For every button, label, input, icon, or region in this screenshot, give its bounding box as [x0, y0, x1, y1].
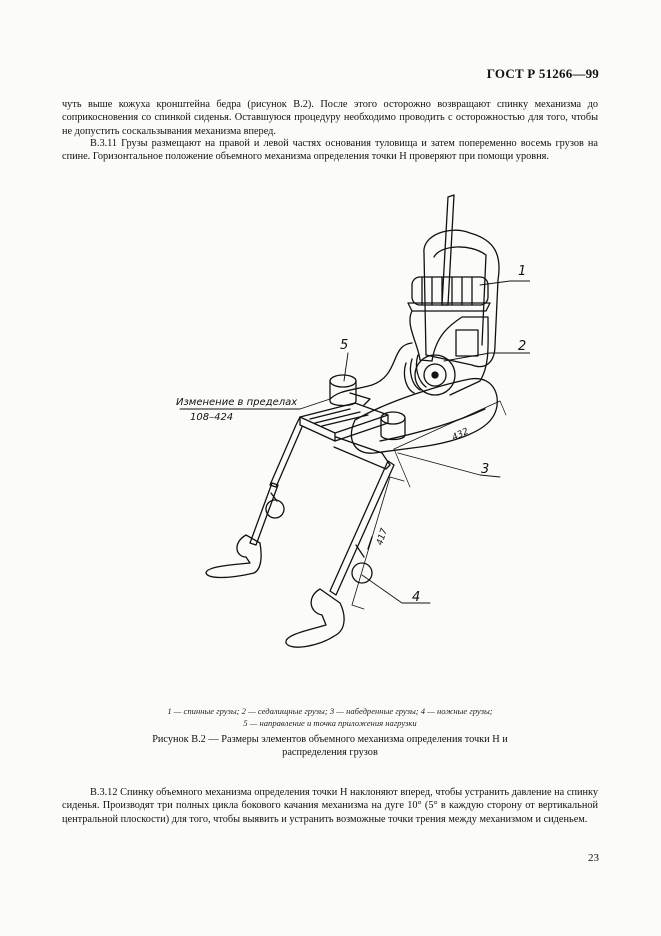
- paragraph-b-3-11: В.3.11 Грузы размещают на правой и левой частях основания туловища и затем попеременно восемь грузов на спине. Горизонтальное положение объемного механизма определения точки H проверяют при помощи уровня.: [62, 138, 598, 163]
- foot-left: [206, 535, 261, 578]
- figure-legend-line1: 1 — спинные грузы; 2 — седалищные грузы; 3 — набедренные грузы; 4 — ножные грузы;: [167, 706, 493, 716]
- lower-leg-left: [250, 483, 278, 545]
- foot-right: [286, 589, 344, 647]
- dimension-417-label: 417: [375, 527, 391, 547]
- figure-caption-line1: Рисунок В.2 — Размеры элементов объемного механизма определения точки H и: [152, 734, 508, 745]
- figure-caption-line2: распределения грузов: [282, 747, 378, 758]
- paragraph-b-3-12: В.3.12 Спинку объемного механизма определения точки H наклоняют вперед, чтобы устранить давление на спинку сиденья. Производят три полных цикла бокового качания механизма на дуге 10° (5° в каждую сторону от вертикальной центральной плоскости) для того, чтобы выявить и устранить возможные точки трения между механизмом и сиденьем.: [62, 787, 598, 825]
- thigh-bar-left: [270, 417, 302, 487]
- page-number: 23: [588, 852, 599, 864]
- thigh-bar-right: [334, 437, 390, 469]
- paragraph-continuation: чуть выше кожуха кронштейна бедра (рисунок В.2). После этого осторожно возвращают спинку механизма до соприкосновения со спинкой сиденья. Оставшуюся процедуру необходимо проводить с осторожностью для того, чтобы не допустить соскальзывания механизма вперед.: [62, 99, 598, 137]
- dimension-432-label: 432: [450, 426, 471, 444]
- seat-pan: [351, 379, 497, 454]
- standard-header: ГОСТ Р 51266—99: [486, 66, 599, 81]
- annotation-range-values: 108–424: [190, 412, 234, 423]
- label-5: 5: [340, 338, 349, 353]
- h-point-machine-figure: [150, 185, 530, 685]
- leg-weight-right: [352, 537, 372, 583]
- leg-weight-left: [266, 493, 284, 518]
- thigh-plate: [300, 393, 388, 441]
- label-4: 4: [412, 590, 421, 605]
- label-1: 1: [518, 264, 527, 279]
- annotation-range: Изменение в пределах: [176, 397, 298, 408]
- label-2: 2: [518, 339, 527, 354]
- figure-legend-line2: 5 — направление и точка приложения нагрузки: [243, 718, 417, 728]
- label-3: 3: [481, 462, 490, 477]
